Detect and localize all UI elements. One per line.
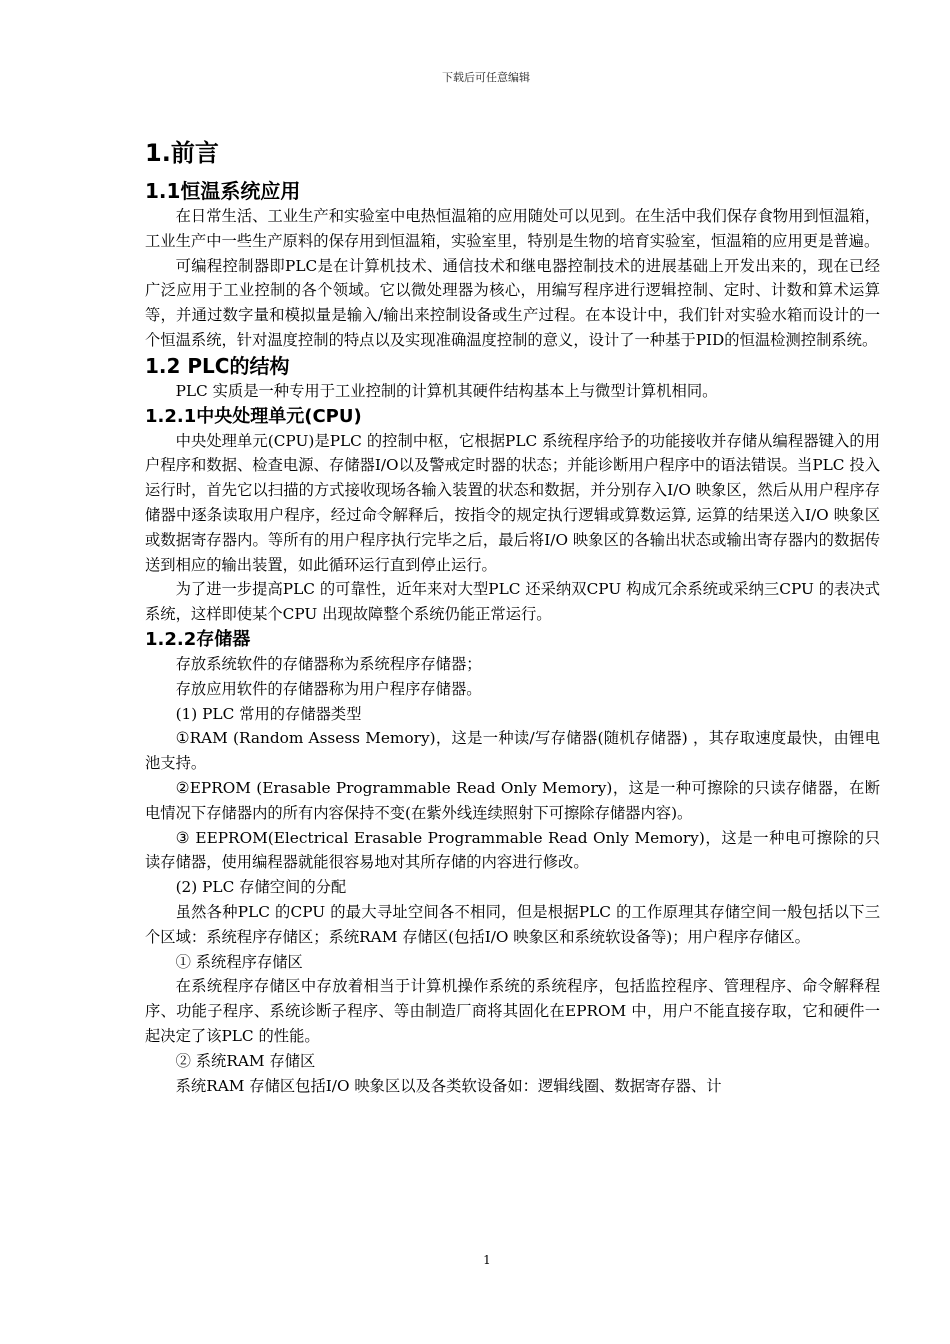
paragraph: 在日常生活、工业生产和实验室中电热恒温箱的应用随处可以见到。在生活中我们保存食物用到恒温箱，工业生产中一些生产原料的保存用到恒温箱，实验室里，特别是生物的培育实验室，恒温箱的应用更是普遍。 <box>145 207 880 250</box>
paragraph: (1) PLC 常用的存储器类型 <box>175 704 362 723</box>
section-heading-1-2-1: 1.2.1中央处理单元(CPU) <box>145 405 362 427</box>
paragraph: 系统RAM 存储区包括I/O 映象区以及各类软设备如：逻辑线圈、数据寄存器、计 <box>175 1076 722 1095</box>
page-header: 下载后可任意编辑 <box>442 71 530 84</box>
paragraph: (2) PLC 存储空间的分配 <box>175 878 347 897</box>
chapter-title: 1.前言 <box>145 139 219 167</box>
paragraph: 为了进一步提高PLC 的可靠性，近年来对大型PLC 还采纳双CPU 构成冗余系统或采纳三CPU 的表决式系统，这样即使某个CPU 出现故障整个系统仍能正常运行。 <box>145 580 880 624</box>
paragraph: 在系统程序存储区中存放着相当于计算机操作系统的系统程序，包括监控程序、管理程序、命令解释程序、功能子程序、系统诊断子程序、等由制造厂商将其固化在EPROM 中，用户不能直接存取，它和硬件一起决定了该PLC 的性能。 <box>145 977 880 1045</box>
section-heading-1-1: 1.1恒温系统应用 <box>145 179 301 203</box>
page-number: 1 <box>483 1253 491 1267</box>
paragraph: 虽然各种PLC 的CPU 的最大寻址空间各不相同，但是根据PLC 的工作原理其存储空间一般包括以下三个区域：系统程序存储区；系统RAM 存储区(包括I/O 映象区和系统软设备等)；用户程序存储区。 <box>145 902 880 946</box>
paragraph: ① 系统程序存储区 <box>175 952 303 971</box>
paragraph: 存放系统软件的存储器称为系统程序存储器； <box>175 654 482 673</box>
paragraph: ②EPROM (Erasable Programmable Read Only Memory)，这是一种可擦除的只读存储器，在断电情况下存储器内的所有内容保持不变(在紫外线连续照射下可擦除存储器内容)。 <box>145 778 880 822</box>
paragraph: PLC 实质是一种专用于工业控制的计算机其硬件结构基本上与微型计算机相同。 <box>175 381 718 400</box>
paragraph: ③ EEPROM(Electrical Erasable Programmable Read Only Memory)，这是一种电可擦除的只读存储器，使用编程器就能很容易地对其所存储的内容进行修改。 <box>145 828 880 872</box>
paragraph: ①RAM (Random Assess Memory)，这是一种读/写存储器(随机存储器) ，其存取速度最快，由锂电池支持。 <box>145 729 880 773</box>
section-heading-1-2-2: 1.2.2存储器 <box>145 628 251 650</box>
paragraph: 存放应用软件的存储器称为用户程序存储器。 <box>175 679 482 698</box>
paragraph: 可编程控制器即PLC是在计算机技术、通信技术和继电器控制技术的进展基础上开发出来的，现在已经广泛应用于工业控制的各个领域。它以微处理器为核心，用编写程序进行逻辑控制、定时、计数和算术运算等，并通过数字量和模拟量是输入/输出来控制设备或生产过程。在本设计中，我们针对实验水箱而设计的一个恒温系统，针对温度控制的特点以及实现准确温度控制的意义，设计了一种基于PID的恒温检测控制系统。 <box>145 256 880 349</box>
document-body <box>145 128 880 1098</box>
section-heading-1-2: 1.2 PLC的结构 <box>145 353 290 378</box>
paragraph: 中央处理单元(CPU)是PLC 的控制中枢，它根据PLC 系统程序给予的功能接收并存储从编程器键入的用户程序和数据、检查电源、存储器I/O以及警戒定时器的状态；并能诊断用户程序中的语法错误。当PLC 投入运行时，首先它以扫描的方式接收现场各输入装置的状态和数据，并分别存入I/O 映象区，然后从用户程序存储器中逐条读取用户程序，经过命令解释后，按指令的规定执行逻辑或算数运算, 运算的结果送入I/O 映象区或数据寄存器内。等所有的用户程序执行完毕之后，最后将I/O 映象区的各输出状态或输出寄存器内的数据传送到相应的输出装置，如此循环运行直到停止运行。 <box>145 431 880 574</box>
paragraph: ② 系统RAM 存储区 <box>175 1051 316 1070</box>
